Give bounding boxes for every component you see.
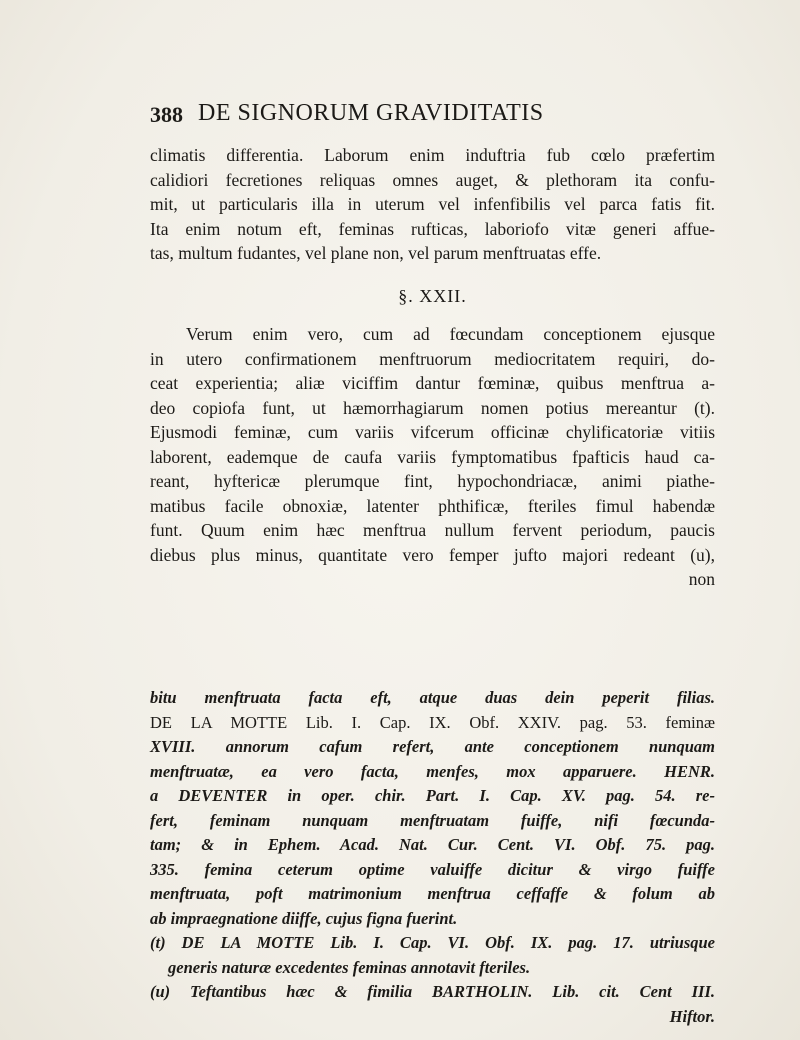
text-line: reant, hyftericæ plerumque fint, hypochondriacæ, animi piathe- [150, 471, 715, 491]
footnote-line: (u) Teftantibus hæc & fimilia BARTHOLIN. Lib. cit. Cent III. [150, 982, 715, 1001]
footnotes [150, 686, 715, 1029]
page-number: 388 [150, 102, 183, 127]
text-line: diebus plus minus, quantitate vero femper jufto majori redeant (u), [150, 544, 715, 565]
catchword-footnote: Hiftor. [669, 1006, 715, 1026]
running-head: DE SIGNORUM GRAVIDITATIS [198, 100, 544, 126]
footnote-line: DE LA MOTTE Lib. I. Cap. IX. Obf. XXIV. pag. 53. feminæ [150, 712, 715, 732]
text-line: Ejusmodi feminæ, cum variis vifcerum officinæ chylificatoriæ vitiis [150, 422, 715, 442]
text-line: climatis differentia. Laborum enim induftria fub cœlo præfertim [150, 145, 715, 165]
text-line: tas, multum fudantes, vel plane non, vel parum menftruatas effe. [150, 243, 602, 263]
text-line: funt. Quum enim hæc menftrua nullum fervent periodum, paucis [150, 520, 715, 540]
text-line: ceat experientia; aliæ viciffim dantur fœminæ, quibus menftrua a- [150, 373, 715, 393]
footnote-line: menftruata, poft matrimonium menftrua ceffaffe & folum ab [150, 884, 715, 903]
text-line: matibus facile obnoxiæ, latenter phthificæ, fteriles fimul habendæ [150, 495, 715, 516]
text-line: deo copiofa funt, ut hæmorrhagiarum nomen potius mereantur (t). [150, 397, 715, 418]
footnote-line: fert, feminam nunquam menftruatam fuiffe, nifi fœcunda- [150, 810, 715, 830]
page-header [150, 100, 710, 132]
text-line: calidiori fecretiones reliquas omnes auget, & plethoram ita confu- [150, 169, 715, 190]
footnote-line: 335. femina ceterum optime valuiffe dicitur & virgo fuiffe [150, 859, 715, 879]
footnote-line: tam; & in Ephem. Acad. Nat. Cur. Cent. VI. Obf. 75. pag. [150, 835, 715, 854]
text-line: laborent, eademque de caufa variis fymptomatibus fpafticis haud ca- [150, 446, 715, 467]
catchword: non [688, 569, 715, 589]
text-line: mit, ut particularis illa in uterum vel infenfibilis vel parca fatis fit. [150, 194, 715, 214]
text-line: in utero confirmationem menftruorum mediocritatem requiri, do- [150, 348, 715, 369]
paragraph-1 [150, 143, 715, 266]
text-line: Ita enim notum eft, feminas rufticas, laboriofo vitæ generi affue- [150, 218, 715, 239]
footnote-line: ab impraegnatione diiffe, cujus figna fuerint. [150, 908, 458, 928]
footnote-line: generis naturæ excedentes feminas annotavit fteriles. [168, 957, 531, 977]
footnote-line: bitu menftruata facta eft, atque duas dein peperit filias. [150, 688, 715, 707]
footnote-line: menftruatæ, ea vero facta, menfes, mox apparuere. HENR. [150, 761, 715, 781]
text-line: Verum enim vero, cum ad fœcundam conceptionem ejusque [186, 324, 715, 344]
section-heading: §. XXII. [398, 286, 467, 306]
footnote-line: a DEVENTER in oper. chir. Part. I. Cap. XV. pag. 54. re- [150, 786, 715, 805]
paragraph-2 [150, 322, 715, 592]
footnote-line: (t) DE LA MOTTE Lib. I. Cap. VI. Obf. IX. pag. 17. utriusque [150, 933, 715, 952]
footnote-line: XVIII. annorum cafum refert, ante conceptionem nunquam [150, 737, 715, 756]
